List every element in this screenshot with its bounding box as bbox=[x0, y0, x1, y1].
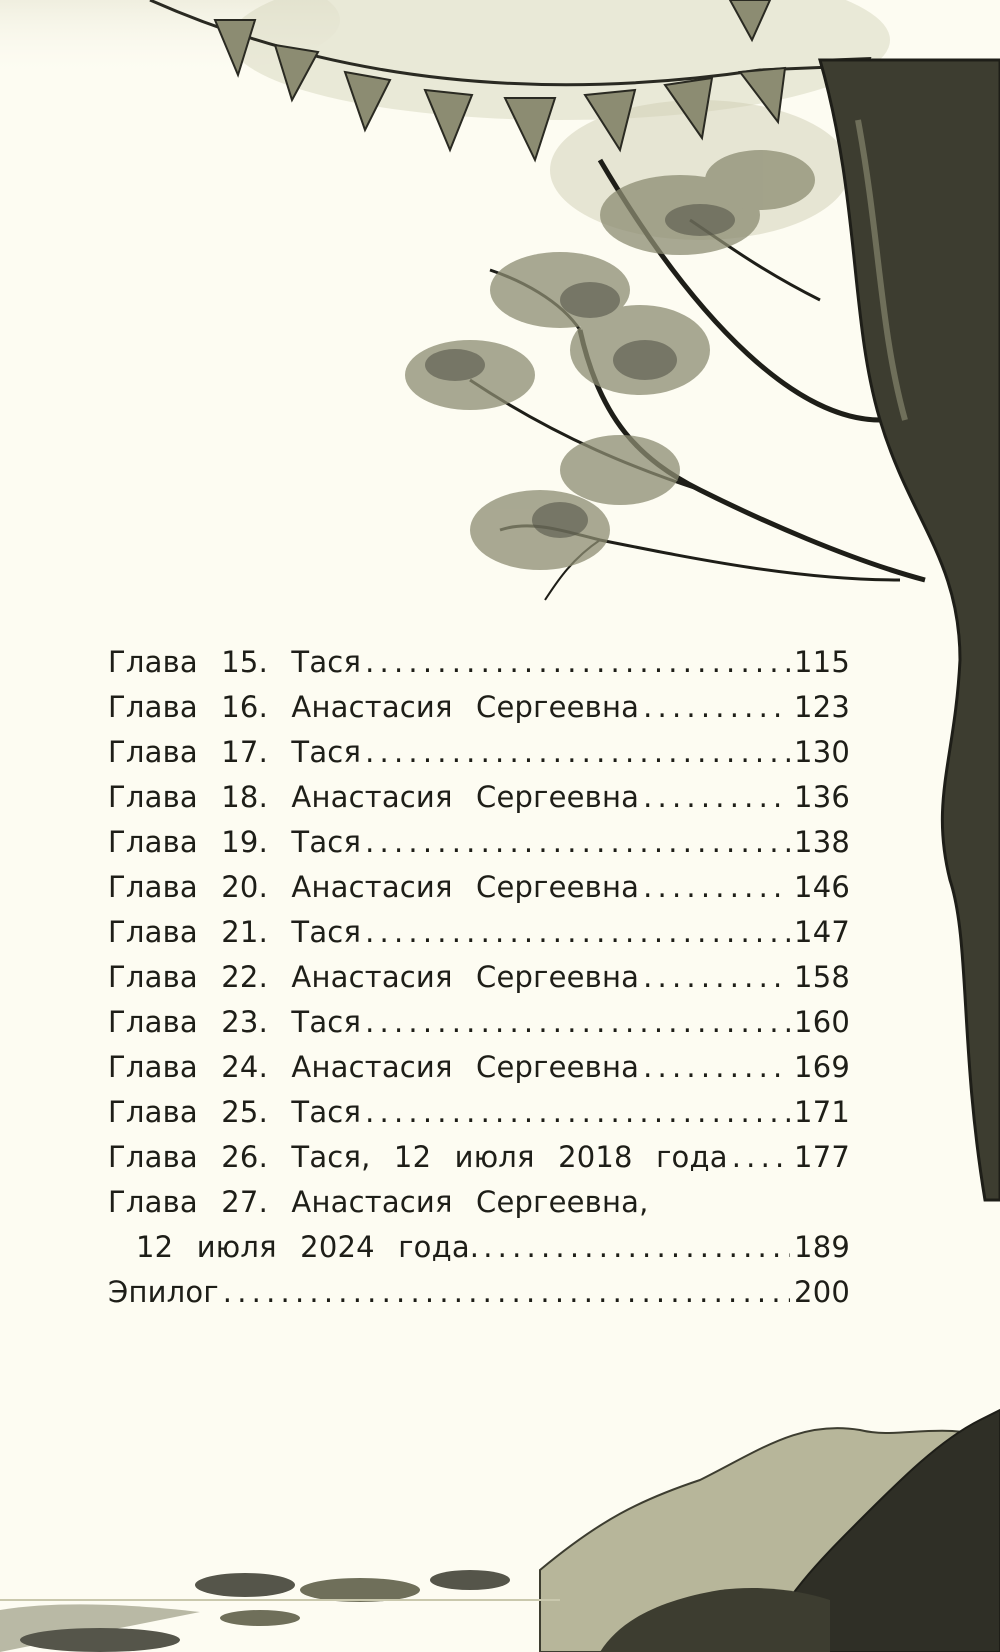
toc-entry-page: 123 bbox=[794, 690, 850, 724]
toc-entry-label: Глава 20. Анастасия Сергеевна bbox=[108, 870, 640, 904]
toc-entry bbox=[108, 1000, 850, 1045]
toc-entry-page: 169 bbox=[794, 1050, 850, 1084]
toc-leader-dots bbox=[365, 1090, 790, 1135]
toc-entry bbox=[108, 1180, 850, 1225]
toc-leader-dots bbox=[483, 1225, 790, 1270]
toc-entry-page: 158 bbox=[794, 960, 850, 994]
toc-leader-dots bbox=[643, 685, 790, 730]
toc-entry bbox=[108, 1270, 850, 1315]
toc-leader-dots bbox=[365, 820, 790, 865]
toc-leader-dots bbox=[365, 1000, 790, 1045]
toc-leader-dots bbox=[643, 865, 790, 910]
toc-leader-dots bbox=[643, 775, 790, 820]
toc-entry bbox=[108, 955, 850, 1000]
toc-leader-dots bbox=[365, 730, 790, 775]
toc-entry-label: Глава 23. Тася bbox=[108, 1005, 362, 1039]
toc-leader-dots bbox=[732, 1135, 790, 1180]
toc-entry-label: Глава 17. Тася bbox=[108, 735, 362, 769]
toc-entry bbox=[108, 1225, 850, 1270]
toc-entry-label: Глава 27. Анастасия Сергеевна, bbox=[108, 1185, 649, 1219]
toc-entry-label: Глава 21. Тася bbox=[108, 915, 362, 949]
toc-entry bbox=[108, 640, 850, 685]
toc-leader-dots bbox=[365, 910, 790, 955]
toc-entry-label: 12 июля 2024 года. bbox=[136, 1230, 480, 1264]
toc-entry bbox=[108, 685, 850, 730]
toc-entry-page: 115 bbox=[794, 645, 850, 679]
toc-leader-dots bbox=[643, 1045, 790, 1090]
toc-entry bbox=[108, 865, 850, 910]
toc-entry-label: Глава 15. Тася bbox=[108, 645, 362, 679]
toc-entry-label: Глава 16. Анастасия Сергеевна bbox=[108, 690, 640, 724]
toc-entry bbox=[108, 910, 850, 955]
toc-entry-label: Глава 25. Тася bbox=[108, 1095, 362, 1129]
toc-entry bbox=[108, 775, 850, 820]
table-of-contents bbox=[108, 640, 850, 1315]
bottom-landscape bbox=[0, 1410, 1000, 1652]
toc-leader-dots bbox=[365, 640, 790, 685]
toc-entry-page: 160 bbox=[794, 1005, 850, 1039]
toc-entry-label: Эпилог bbox=[108, 1275, 219, 1309]
toc-entry-page: 171 bbox=[794, 1095, 850, 1129]
toc-entry bbox=[108, 1135, 850, 1180]
toc-entry-page: 138 bbox=[794, 825, 850, 859]
toc-entry-page: 147 bbox=[794, 915, 850, 949]
toc-entry-page: 146 bbox=[794, 870, 850, 904]
toc-entry-page: 189 bbox=[794, 1230, 850, 1264]
toc-leader-dots bbox=[643, 955, 790, 1000]
toc-entry-page: 136 bbox=[794, 780, 850, 814]
toc-entry-label: Глава 22. Анастасия Сергеевна bbox=[108, 960, 640, 994]
toc-entry-label: Глава 19. Тася bbox=[108, 825, 362, 859]
toc-entry bbox=[108, 1045, 850, 1090]
toc-entry-page: 130 bbox=[794, 735, 850, 769]
toc-entry-label: Глава 24. Анастасия Сергеевна bbox=[108, 1050, 640, 1084]
toc-entry-page: 177 bbox=[794, 1140, 850, 1174]
toc-entry bbox=[108, 820, 850, 865]
toc-entry bbox=[108, 730, 850, 775]
toc-entry-page: 200 bbox=[794, 1275, 850, 1309]
toc-entry bbox=[108, 1090, 850, 1135]
toc-entry-label: Глава 26. Тася, 12 июля 2018 года bbox=[108, 1140, 728, 1174]
toc-entry-label: Глава 18. Анастасия Сергеевна bbox=[108, 780, 640, 814]
toc-leader-dots bbox=[223, 1270, 790, 1315]
